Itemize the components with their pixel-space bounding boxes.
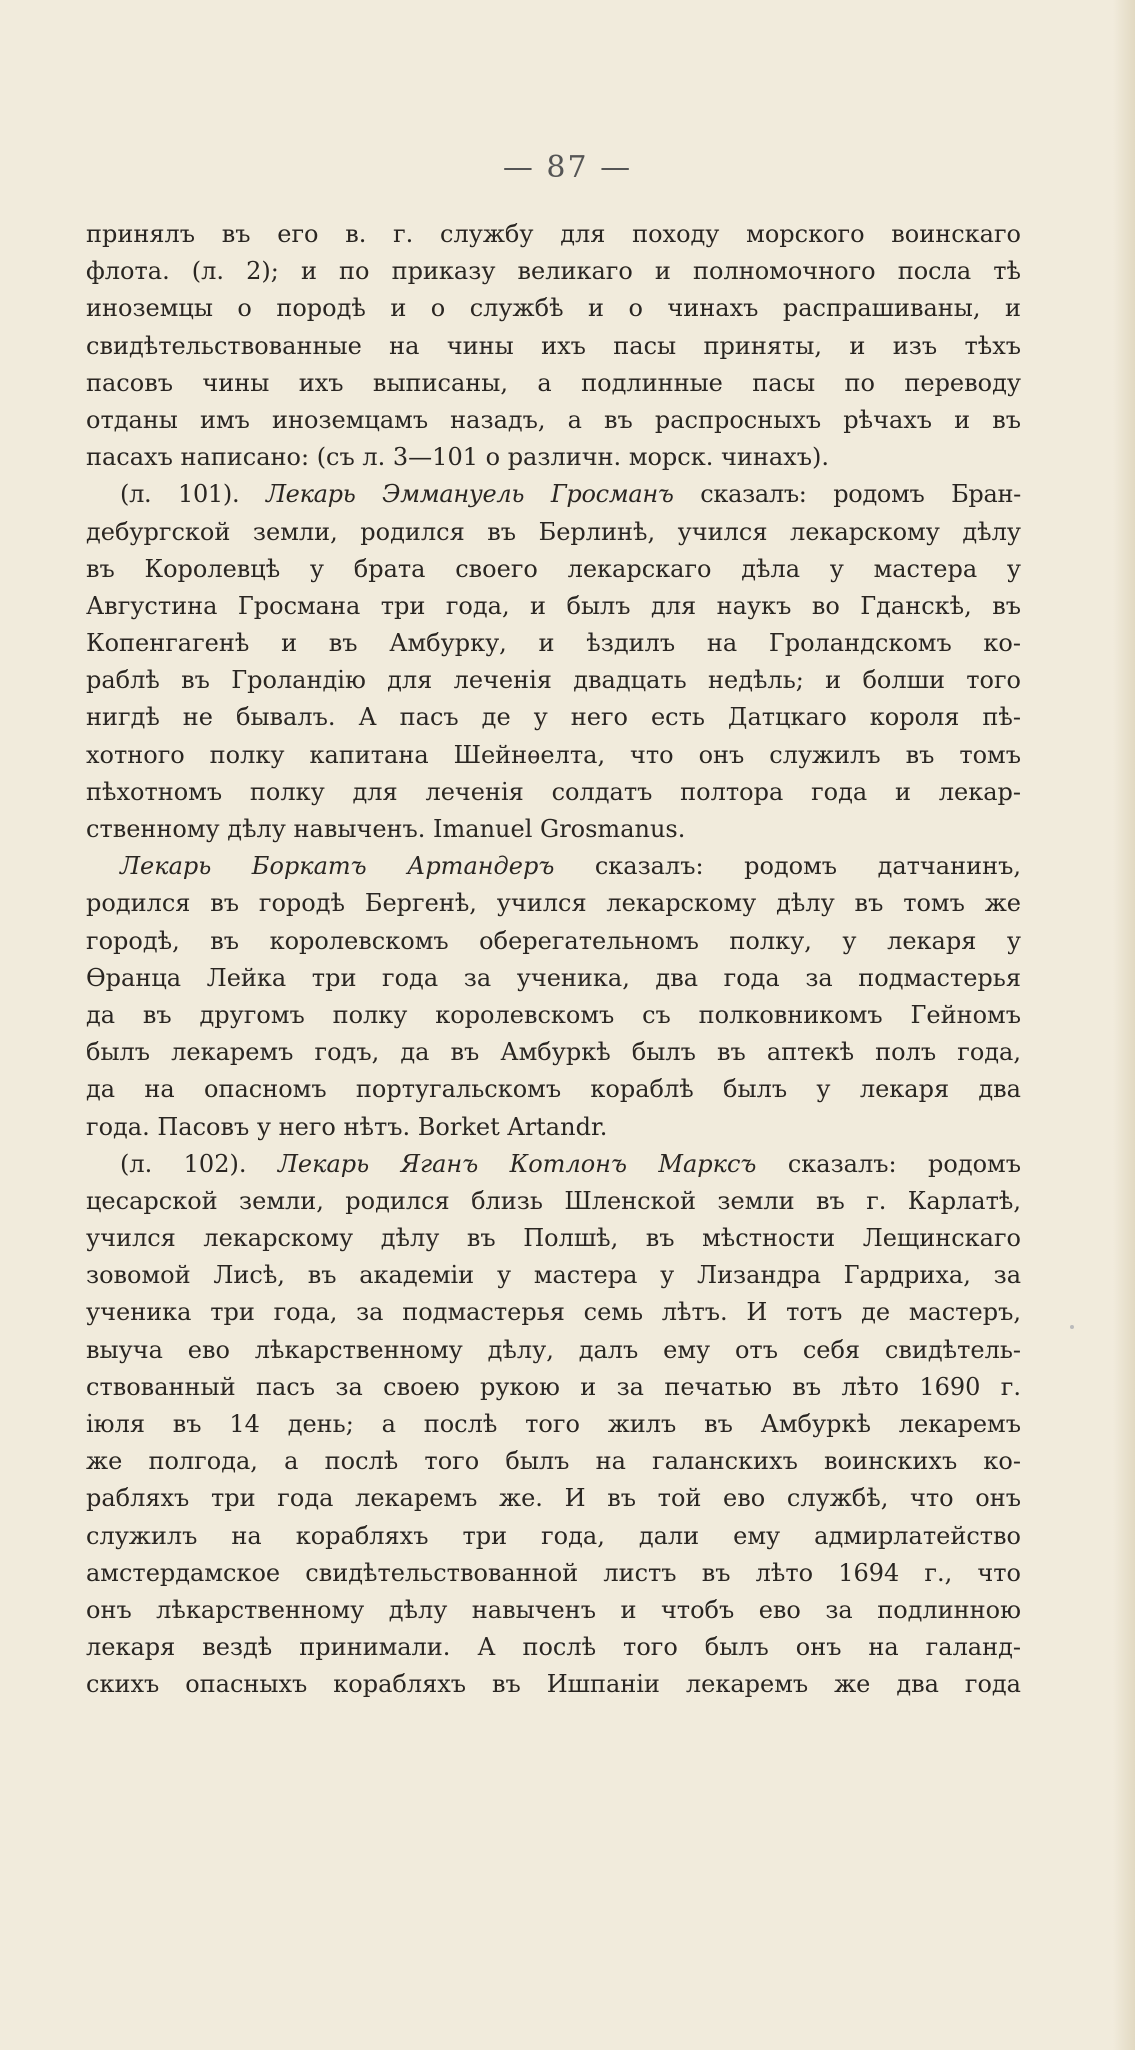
line-text: служилъ на корабляхъ три года, дали ему адмирлатейство [86, 1521, 1021, 1550]
line-text: иноземцы о породѣ и о службѣ и о чинахъ распрашиваны, и [86, 294, 1021, 323]
line-text: онъ лѣкарственному дѣлу навыченъ и чтобъ ево за подлинною [86, 1595, 1021, 1624]
text-line [86, 551, 1021, 588]
text-line [86, 811, 1021, 848]
folio-reference: (л. 101). [120, 480, 266, 509]
entry-heading-line [86, 1146, 1021, 1183]
text-line [86, 1518, 1021, 1555]
text-line [86, 328, 1021, 365]
text-line [86, 1666, 1021, 1703]
text-line [86, 1480, 1021, 1517]
entry-heading-line [86, 848, 1021, 885]
line-text: родился въ городѣ Бергенѣ, учился лекарскому дѣлу въ томъ же [86, 889, 1021, 918]
text-line [86, 439, 1021, 476]
text-line [86, 1183, 1021, 1220]
entry-heading-line [86, 476, 1021, 513]
line-text: іюля въ 14 день; а послѣ того жилъ въ Амбуркѣ лекаремъ [86, 1410, 1021, 1438]
line-text: Копенгагенѣ и въ Амбурку, и ѣздилъ на Гроландскомъ ко- [86, 629, 1021, 658]
text-line [86, 1369, 1021, 1406]
line-text: ствованный пасъ за своею рукою и за печатью въ лѣто 1690 г. [86, 1372, 1021, 1401]
line-text: сказалъ: родомъ датчанинъ, [554, 852, 1021, 881]
page-edge [1113, 0, 1135, 2050]
text-line [86, 885, 1021, 922]
line-text: Августина Гросмана три года, и былъ для наукъ во Гданскѣ, въ [86, 591, 1021, 620]
text-line [86, 216, 1021, 253]
person-name: Лекарь Эммануель Гросманъ [265, 480, 674, 509]
text-line [86, 1555, 1021, 1592]
line-text: былъ лекаремъ годъ, да въ Амбуркѣ былъ въ аптекѣ полъ года, [86, 1038, 1021, 1067]
line-text: хотного полку капитана Шейнѳелта, что онъ служилъ въ томъ [86, 740, 1021, 769]
person-name: Лекарь Яганъ Котлонъ Марксъ [277, 1149, 757, 1178]
line-text: отданы имъ иноземцамъ назадъ, а въ распросныхъ рѣчахъ и въ [86, 405, 1021, 434]
text-line [86, 1294, 1021, 1331]
text-line [86, 1406, 1021, 1443]
line-text: года. Пасовъ у него нѣтъ. Borket Artandr. [86, 1112, 608, 1141]
text-line [86, 1629, 1021, 1666]
line-text: городѣ, въ королевскомъ оберегательномъ полку, у лекаря у [86, 926, 1021, 955]
line-text: рабляхъ три года лекаремъ же. И въ той ево службѣ, что онъ [86, 1484, 1021, 1513]
line-text: пасовъ чины ихъ выписаны, а подлинные пасы по переводу [86, 368, 1021, 397]
line-text: свидѣтельствованные на чины ихъ пасы приняты, и изъ тѣхъ [86, 331, 1021, 360]
line-text: да въ другомъ полку королевскомъ съ полковникомъ Гейномъ [86, 1000, 1021, 1029]
line-text: лекаря вездѣ принимали. А послѣ того былъ онъ на галанд- [86, 1633, 1021, 1662]
text-line [86, 1592, 1021, 1629]
text-line [86, 1034, 1021, 1071]
text-line [86, 1257, 1021, 1294]
line-text: же полгода, а послѣ того былъ на галанскихъ воинскихъ ко- [86, 1447, 1021, 1476]
text-line [86, 737, 1021, 774]
person-name: Лекарь Боркатъ Артандеръ [120, 852, 555, 881]
line-text: принялъ въ его в. г. службу для походу морского воинскаго [86, 220, 1021, 248]
line-text: зовомой Лисѣ, въ академіи у мастера у Лизандра Гардриха, за [86, 1261, 1021, 1290]
line-text: скихъ опасныхъ корабляхъ въ Ишпаніи лекаремъ же два года [86, 1670, 1021, 1699]
text-line [86, 1071, 1021, 1108]
line-text: ученика три года, за подмастерья семь лѣтъ. И тотъ де мастеръ, [86, 1298, 1021, 1327]
text-line [86, 923, 1021, 960]
text-line [86, 402, 1021, 439]
text-line [86, 1109, 1021, 1146]
line-text: въ Королевцѣ у брата своего лекарскаго дѣла у мастера у [86, 554, 1021, 583]
text-line [86, 662, 1021, 699]
line-text: пѣхотномъ полку для леченія солдатъ полтора года и лекар- [86, 777, 1021, 806]
folio-reference: (л. 102). [120, 1149, 278, 1178]
line-text: дебургской земли, родился въ Берлинѣ, учился лекарскому дѣлу [86, 517, 1021, 546]
line-text: учился лекарскому дѣлу въ Полшѣ, въ мѣстности Лещинскаго [86, 1224, 1021, 1253]
line-text: флота. (л. 2); и по приказу великаго и полномочного посла тѣ [86, 257, 1021, 286]
text-line [86, 365, 1021, 402]
paper-speck [1070, 1325, 1074, 1329]
text-line [86, 699, 1021, 736]
text-line [86, 1443, 1021, 1480]
text-line [86, 774, 1021, 811]
line-text: раблѣ въ Гроландію для леченія двадцать недѣль; и болши того [86, 666, 1021, 695]
line-text: сказалъ: родомъ Бран- [673, 480, 1021, 509]
text-line [86, 997, 1021, 1034]
text-line [86, 1220, 1021, 1257]
line-text: пасахъ написано: (съ л. 3—101 о различн. морск. чинахъ). [86, 443, 829, 472]
text-line [86, 253, 1021, 290]
text-line [86, 625, 1021, 662]
line-text: цесарской земли, родился близь Шленской земли въ г. Карлатѣ, [86, 1186, 1021, 1215]
line-text: да на опасномъ португальскомъ кораблѣ былъ у лекаря два [86, 1075, 1021, 1104]
line-text: выуча ево лѣкарственному дѣлу, далъ ему отъ себя свидѣтель- [86, 1335, 1021, 1364]
line-text: ственному дѣлу навыченъ. Imanuel Grosmanus. [86, 815, 686, 843]
body-text [86, 216, 1021, 1704]
text-line [86, 1332, 1021, 1369]
text-line [86, 290, 1021, 327]
line-text: нигдѣ не бывалъ. А пасъ де у него есть Датцкаго короля пѣ- [86, 703, 1021, 732]
line-text: амстердамское свидѣтельствованной листъ въ лѣто 1694 г., что [86, 1558, 1021, 1587]
line-text: сказалъ: родомъ [756, 1149, 1021, 1178]
page-number: — 87 — [502, 150, 633, 185]
text-line [86, 960, 1021, 997]
text-line [86, 588, 1021, 625]
line-text: Ѳранца Лейка три года за ученика, два года за подмастерья [86, 963, 1021, 992]
text-line [86, 514, 1021, 551]
